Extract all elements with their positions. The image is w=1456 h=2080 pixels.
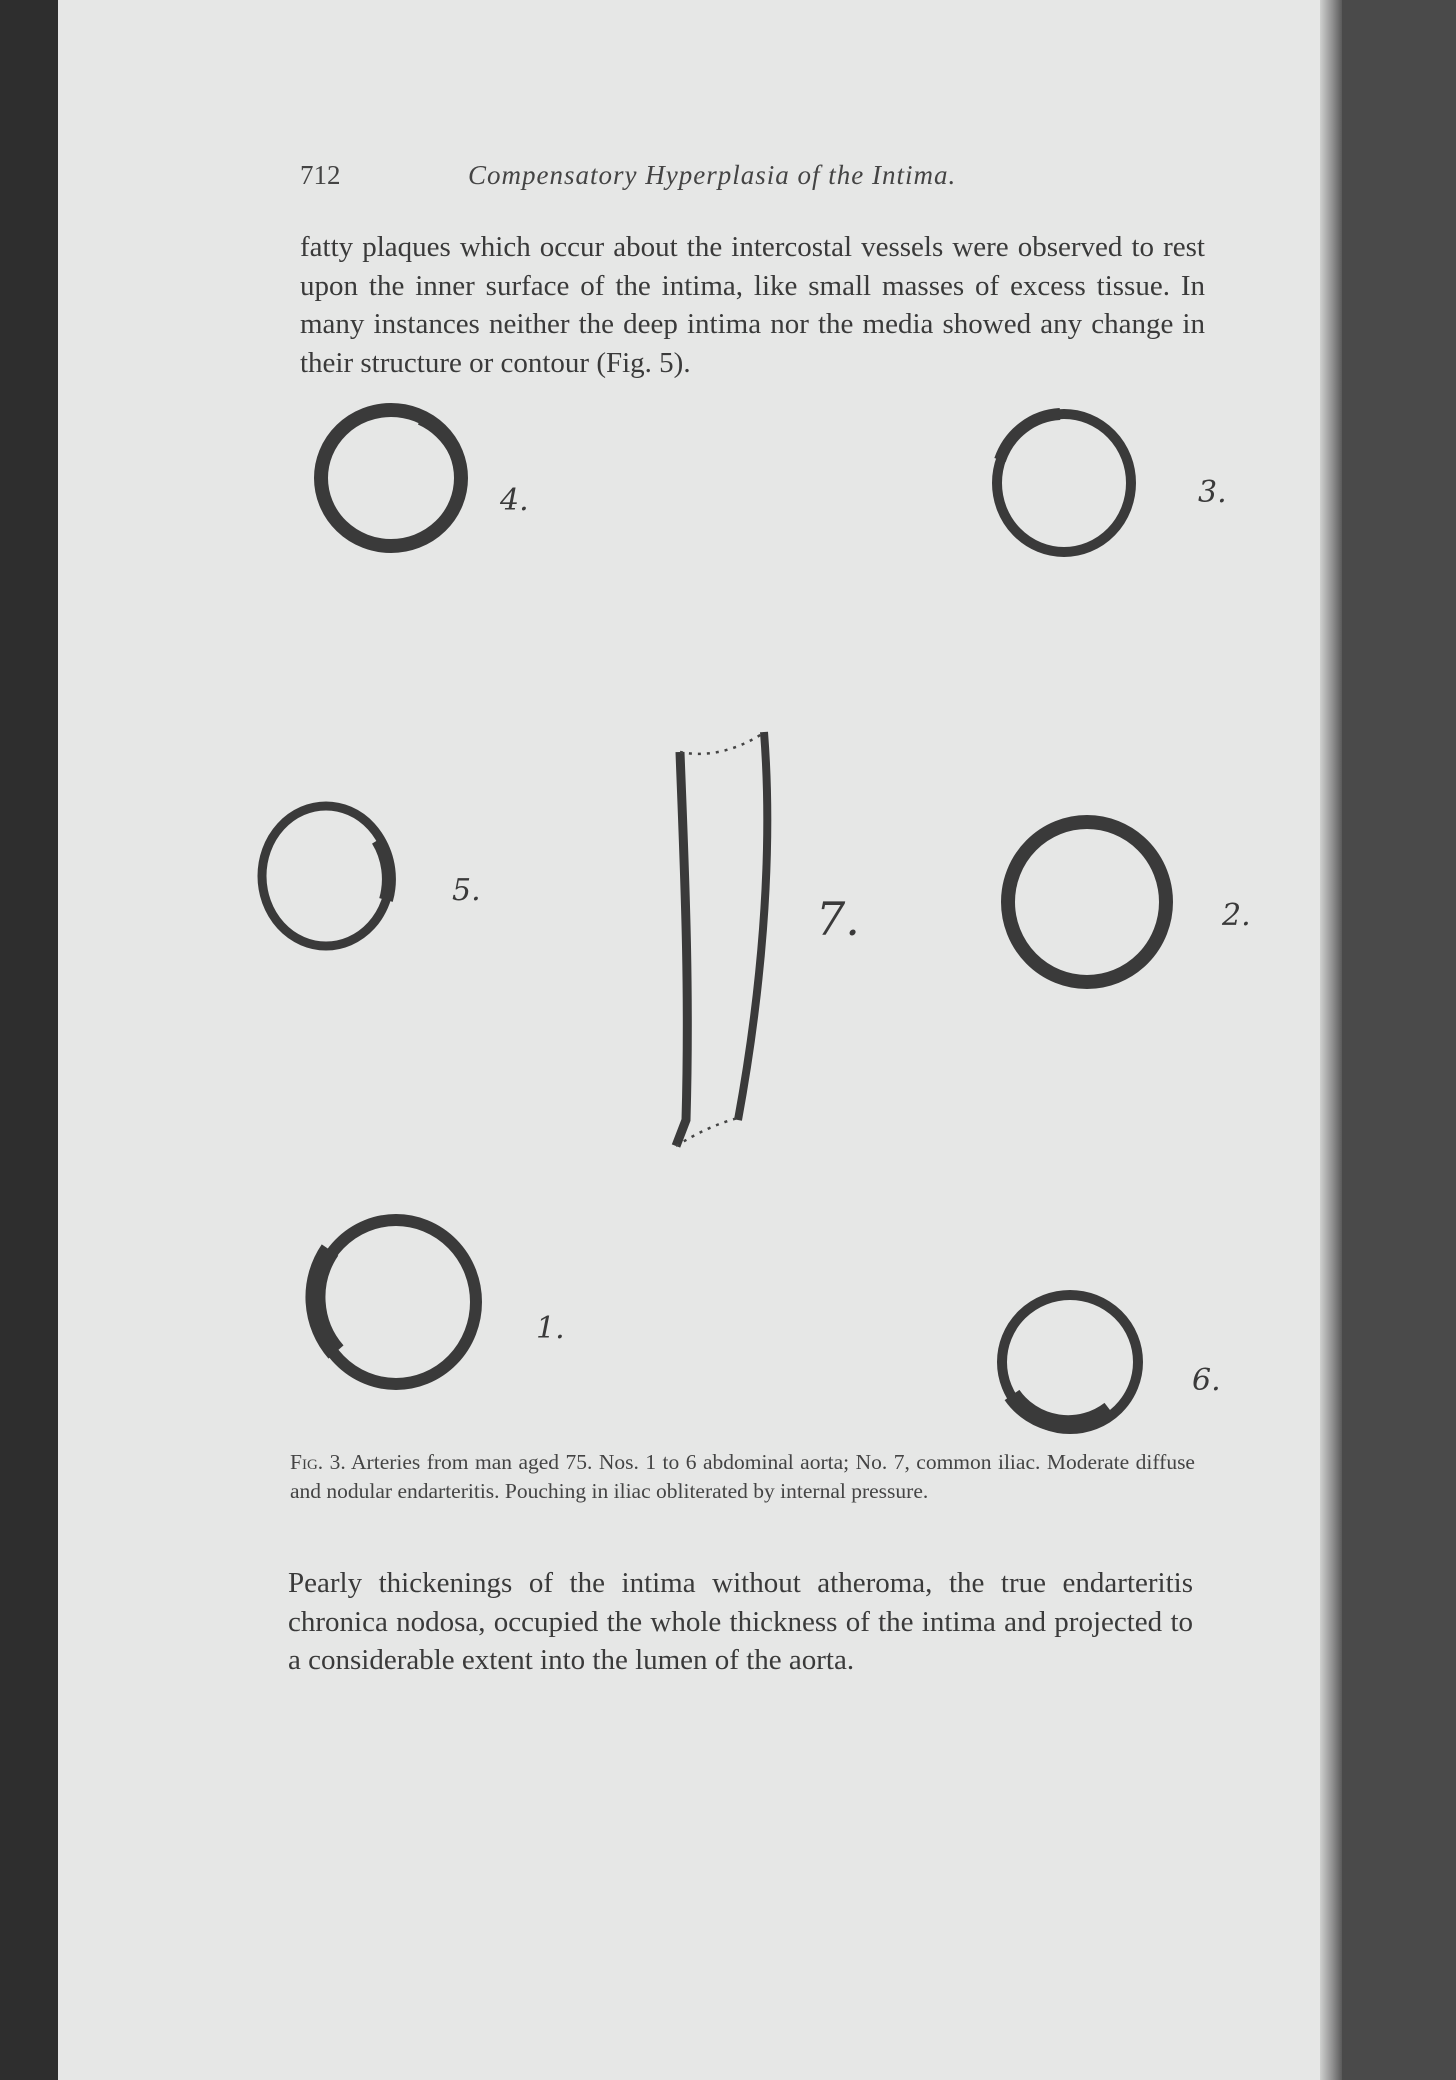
running-head xyxy=(300,160,1200,200)
label-ring-1: 1. xyxy=(536,1311,565,1346)
body-text-bottom xyxy=(288,1564,1193,1680)
scan-background-left xyxy=(0,0,62,2080)
label-vessel-7: 7. xyxy=(816,892,860,946)
running-title: Compensatory Hyperplasia of the Intima. xyxy=(468,160,957,190)
label-ring-4: 4. xyxy=(500,483,529,518)
figure-caption-label: Fig. 3. xyxy=(290,1450,346,1474)
figure-caption-text: Arteries from man aged 75. Nos. 1 to 6 abdominal aorta; No. 7, common iliac. Moderate diffuse and nodular endarteritis. Pouching in iliac obliterated by internal pressure. xyxy=(290,1450,1195,1503)
paragraph-bottom: Pearly thickenings of the intima without atheroma, the true endarteritis chronica nodosa, occupied the whole thickness of the intima and projected to a considerable extent into the lumen of the aorta. xyxy=(288,1567,1193,1676)
label-ring-5: 5. xyxy=(452,873,481,908)
label-ring-3: 3. xyxy=(1198,475,1227,510)
page-edge-shadow xyxy=(1320,0,1342,2080)
body-text-top xyxy=(300,228,1205,382)
label-ring-6: 6. xyxy=(1192,1363,1221,1398)
label-ring-2: 2. xyxy=(1222,898,1251,933)
figure-caption xyxy=(290,1448,1195,1506)
page-number: 712 xyxy=(300,160,341,190)
scan-background-right xyxy=(1335,0,1456,2080)
paragraph-top: fatty plaques which occur about the intercostal vessels were observed to rest upon the inner surface of the intima, like small masses of excess tissue. In many instances neither the deep intima nor the media showed any change in their structure or contour (Fig. 5). xyxy=(300,231,1205,379)
